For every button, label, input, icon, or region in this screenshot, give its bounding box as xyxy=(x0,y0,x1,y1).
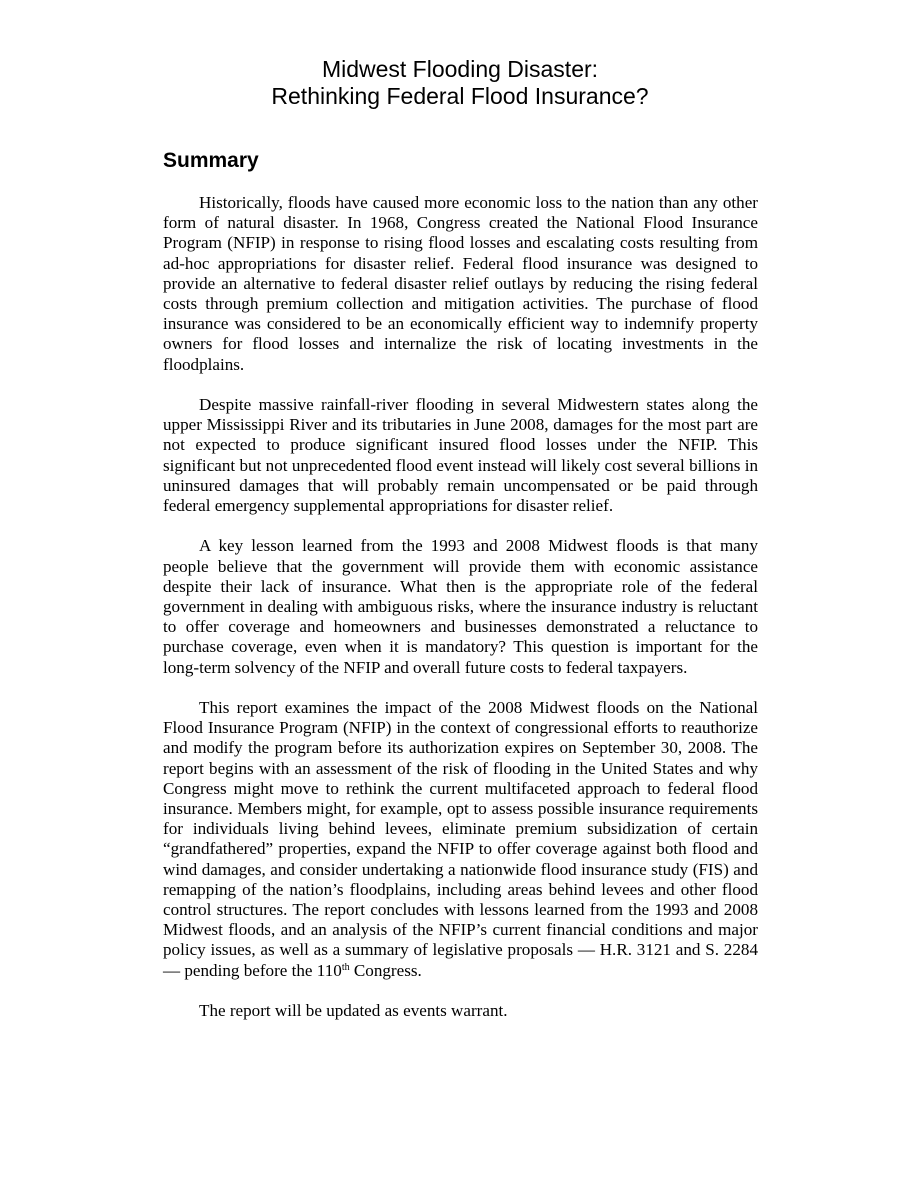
paragraph-1: Historically, floods have caused more economic loss to the nation than any other form of natural disaster. In 1968, Congress created the National Flood Insurance Program (NFIP) in response to rising flood losses and escalating costs resulting from ad-hoc appropriations for disaster relief. Federal flood insurance was designed to provide an alternative to federal disaster relief outlays by reducing the rising federal costs through premium collection and mitigation activities. The purchase of flood insurance was considered to be an economically efficient way to indemnify property owners for flood losses and internalize the risk of locating investments in the floodplains. xyxy=(163,193,758,374)
title-line-1: Midwest Flooding Disaster: xyxy=(321,56,599,82)
title-line-2: Rethinking Federal Flood Insurance? xyxy=(271,83,649,109)
summary-body xyxy=(163,193,758,1041)
paragraph-4-tail: Congress. xyxy=(349,960,422,980)
paragraph-5: The report will be updated as events warrant. xyxy=(199,1001,508,1021)
ordinal-superscript: th xyxy=(341,961,350,973)
section-heading-summary: Summary xyxy=(163,149,259,172)
document-title xyxy=(0,56,920,110)
paragraph-3: A key lesson learned from the 1993 and 2008 Midwest floods is that many people believe that the government will provide them with economic assistance despite their lack of insurance. What then is the appropriate role of the federal government in dealing with ambiguous risks, where the insurance industry is reluctant to offer coverage and homeowners and businesses demonstrated a reluctance to purchase coverage, even when it is mandatory? This question is important for the long-term solvency of the NFIP and overall future costs to federal taxpayers. xyxy=(163,536,758,677)
paragraph-2: Despite massive rainfall-river flooding in several Midwestern states along the upper Mississippi River and its tributaries in June 2008, damages for the most part are not expected to produce significant insured flood losses under the NFIP. This significant but not unprecedented flood event instead will likely cost several billions in uninsured damages that will probably remain uncompensated or be paid through federal emergency supplemental appropriations for disaster relief. xyxy=(163,395,758,516)
paragraph-4-text: This report examines the impact of the 2008 Midwest floods on the National Flood Insurance Program (NFIP) in the context of congressional efforts to reauthorize and modify the program before its authorization expires on September 30, 2008. The report begins with an assessment of the risk of flooding in the United States and why Congress might move to rethink the current multifaceted approach to federal flood insurance. Members might, for example, opt to assess possible insurance requirements for individuals living behind levees, eliminate premium subsidization of certain “grandfathered” properties, expand the NFIP to offer coverage against both flood and wind damages, and consider undertaking a nationwide flood insurance study (FIS) and remapping of the nation’s floodplains, including areas behind levees and other flood control structures. The report concludes with lessons learned from the 1993 and 2008 Midwest floods, and an analysis of the NFIP’s current financial conditions and major policy issues, as well as a summary of legislative proposals — H.R. 3121 and S. 2284 — pending before the 110 xyxy=(163,698,758,980)
paragraph-4 xyxy=(163,698,758,981)
